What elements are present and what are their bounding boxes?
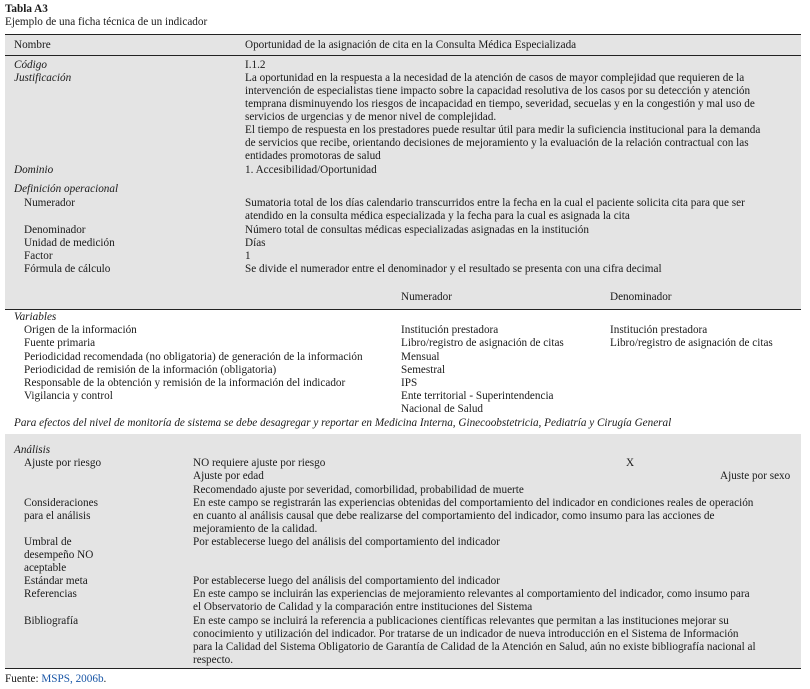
factor-label: Factor [24, 250, 53, 262]
source-link[interactable]: MSPS, 2006b [41, 673, 104, 685]
variable-numerador: Libro/registro de asignación de citas [401, 337, 564, 349]
bibliografia-line: conocimiento y utilización del indicador. Por tratarse de un indicador de nueva introducción en el Sistema de Información [193, 628, 739, 640]
variable-label: Vigilancia y control [24, 390, 113, 402]
variable-label: Periodicidad recomendada (no obligatoria) de generación de la información [24, 351, 363, 363]
consideraciones-label: Consideraciones [24, 497, 98, 509]
variable-label: Periodicidad de remisión de la información (obligatoria) [24, 364, 277, 376]
umbral-label: aceptable [24, 562, 67, 574]
justificacion-label: Justificación [14, 72, 72, 84]
unidad-label: Unidad de medición [24, 237, 115, 249]
ajuste-option: Ajuste por edad [193, 470, 264, 482]
col-header-denominador: Denominador [610, 291, 672, 303]
variable-numerador: Semestral [401, 364, 446, 376]
justificacion-line: entidades promotoras de salud [245, 150, 381, 162]
footer-source [5, 673, 106, 686]
variable-label: Fuente primaria [24, 337, 96, 349]
unidad-value: Días [245, 237, 266, 249]
consideraciones-line: mejoramiento de la calidad. [193, 523, 318, 535]
factor-value: 1 [245, 250, 251, 262]
estandar-label: Estándar meta [24, 575, 88, 587]
umbral-label: Umbral de [24, 536, 72, 548]
variables-note: Para efectos del nivel de monitoría de sistema se debe desagregar y reportar en Medicina Interna, Ginecoobstetricia, Pediatría y Cirugía General [14, 417, 672, 429]
justificacion-line: temprana disminuyendo los riesgos de incapacidad en tiempo, severidad, secuelas y en la congestión y mal uso de [245, 98, 755, 110]
variable-label: Responsable de la obtención y remisión de la información del indicador [24, 377, 346, 389]
table-caption: Ejemplo de una ficha técnica de un indicador [5, 16, 208, 28]
consideraciones-line: en cuanto al análisis causal que debe realizarse del comportamiento del indicador, como insumo para las acciones de [193, 510, 715, 522]
ajuste-sexo: Ajuste por sexo [720, 470, 791, 482]
umbral-label: desempeño NO [24, 549, 94, 561]
col-header-numerador: Numerador [401, 291, 452, 303]
bibliografia-line: En este campo se incluirá la referencia a publicaciones científicas relevantes que permitan a las instituciones mejorar su [193, 615, 729, 627]
bottom-rule [5, 668, 801, 669]
variable-label: Origen de la información [24, 324, 137, 336]
indicator-name: Oportunidad de la asignación de cita en la Consulta Médica Especializada [245, 39, 577, 51]
denominador-label: Denominador [24, 224, 86, 236]
bibliografia-label: Bibliografía [24, 615, 79, 627]
variables-label: Variables [14, 311, 57, 323]
denominador-value: Número total de consultas médicas especializadas asignadas en la institución [245, 224, 589, 236]
ajuste-option: NO requiere ajuste por riesgo [193, 457, 326, 469]
justificacion-line: La oportunidad en la respuesta a la necesidad de la atención de casos de mayor complejidad que requieren de la [245, 72, 745, 84]
umbral-value: Por establecerse luego del análisis del comportamiento del indicador [193, 536, 500, 548]
numerador-label: Numerador [24, 197, 75, 209]
justificacion-line: El tiempo de respuesta en los prestadores puede resultar útil para medir la suficiencia institucional para la demanda [245, 124, 761, 136]
referencias-label: Referencias [24, 588, 77, 600]
consideraciones-label: para el análisis [24, 510, 91, 522]
dominio-label: Dominio [14, 164, 54, 176]
header-col-nombre: Nombre [14, 39, 51, 51]
variable-numerador: IPS [401, 377, 418, 389]
formula-value: Se divide el numerador entre el denominador y el resultado se presenta con una cifra decimal [245, 263, 662, 275]
referencias-line: el Observatorio de Calidad y la comparación entre instituciones del Sistema [193, 601, 533, 613]
variable-denominador: Libro/registro de asignación de citas [610, 337, 773, 349]
variables-rule [5, 309, 801, 310]
bibliografia-line: respecto. [193, 654, 234, 666]
bibliografia-line: para la Calidad del Sistema Obligatorio de Garantía de Calidad de la Atención en Salud, aún no existe bibliografía nacional al [193, 641, 756, 653]
ajuste-option: Recomendado ajuste por severidad, comorbilidad, probabilidad de muerte [193, 484, 524, 496]
ajuste-label: Ajuste por riesgo [24, 457, 102, 469]
analisis-label: Análisis [14, 444, 51, 456]
table-label: Tabla A3 [5, 3, 48, 15]
footer-suffix: . [103, 673, 107, 685]
justificacion-line: de servicios que recibe, orientando decisiones de mejoramiento y la evaluación de la relación contractual con las [245, 137, 749, 149]
formula-label: Fórmula de cálculo [24, 263, 111, 275]
variable-denominador: Institución prestadora [610, 324, 708, 336]
justificacion-line: servicios de urgencias y de menor nivel de complejidad. [245, 111, 497, 123]
justificacion-line: intervención de especialistas tiene impacto sobre la capacidad resolutiva de los casos por su detección y atención [245, 85, 751, 97]
estandar-value: Por establecerse luego del análisis del comportamiento del indicador [193, 575, 500, 587]
variable-numerador: Nacional de Salud [401, 403, 484, 415]
consideraciones-line: En este campo se registrarán las experiencias obtenidas del comportamiento del indicador en condiciones reales de operación [193, 497, 754, 509]
numerador-line: Sumatoria total de los días calendario transcurridos entre la fecha en la cual el paciente solicita cita para que ser [245, 197, 745, 209]
ajuste-mark: X [626, 457, 635, 469]
codigo-value: I.1.2 [245, 59, 266, 71]
referencias-line: En este campo se incluirán las experiencias de mejoramiento relevantes al comportamiento del indicador, como insumo para [193, 588, 750, 600]
codigo-label: Código [14, 59, 47, 71]
definicion-label: Definición operacional [14, 183, 119, 195]
variable-numerador: Ente territorial - Superintendencia [401, 390, 554, 402]
numerador-line: atendido en la consulta médica especializada y la fecha para la cual es asignada la cita [245, 210, 630, 222]
variable-numerador: Mensual [401, 351, 440, 363]
variable-numerador: Institución prestadora [401, 324, 499, 336]
dominio-value: 1. Accesibilidad/Oportunidad [245, 164, 377, 176]
footer-prefix: Fuente: [5, 673, 42, 685]
